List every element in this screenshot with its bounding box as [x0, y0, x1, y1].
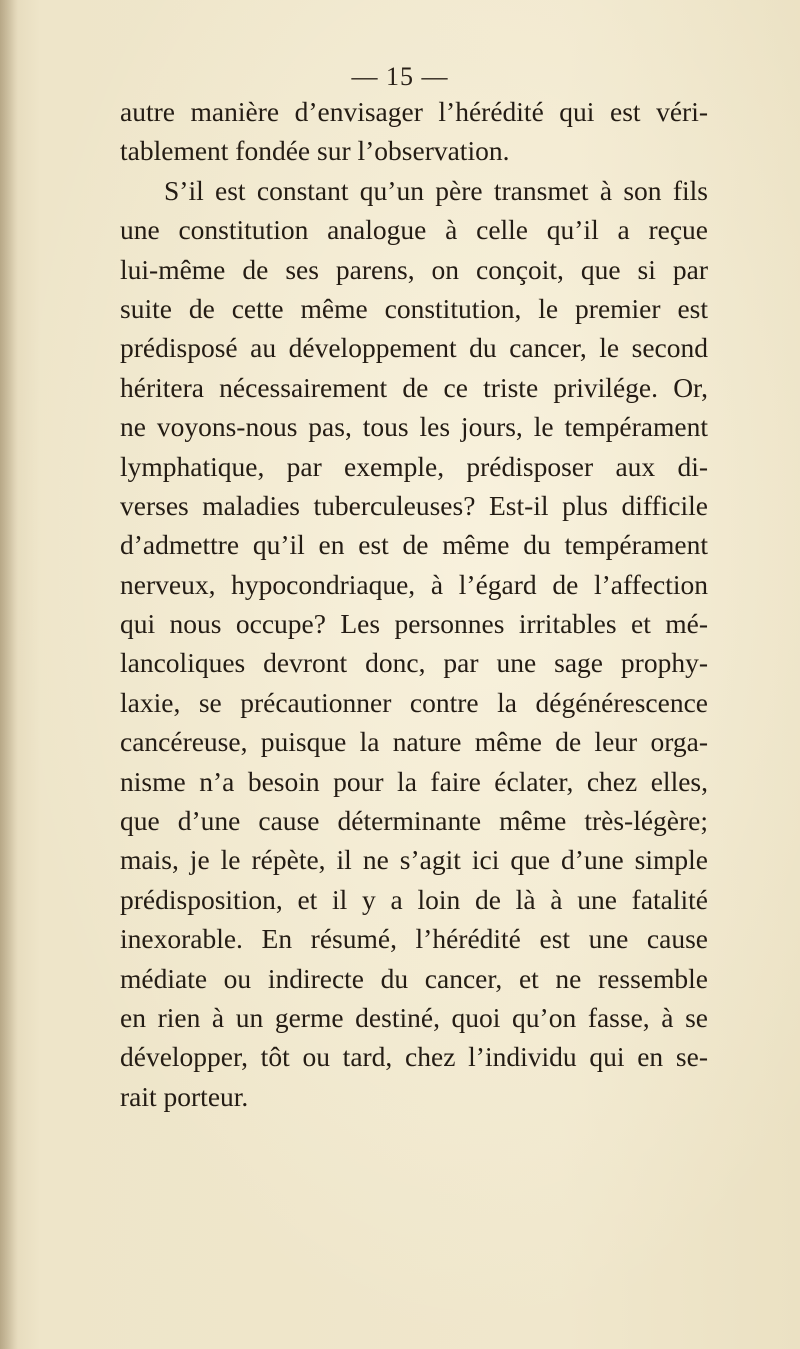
text-line: laxie, se précautionner contre la dégénérescence	[120, 686, 708, 718]
text-line: prédisposition, et il y a loin de là à une fatalité	[120, 883, 708, 915]
text-line: lancoliques devront donc, par une sage prophy-	[120, 647, 708, 679]
text-line: lui-même de ses parens, on conçoit, que si par	[120, 253, 708, 285]
body-text	[120, 92, 708, 1116]
text-line: héritera nécessairement de ce triste privilége. Or,	[120, 371, 708, 403]
text-line: prédisposé au développement du cancer, le second	[120, 332, 708, 364]
text-line: tablement fondée sur l’observation.	[120, 135, 510, 167]
text-line: S’il est constant qu’un père transmet à son fils	[164, 174, 708, 206]
text-line: développer, tôt ou tard, chez l’individu qui en se-	[120, 1041, 708, 1073]
page-edge-shadow	[0, 0, 18, 1349]
text-line: lymphatique, par exemple, prédisposer aux di-	[120, 450, 708, 482]
text-line: nerveux, hypocondriaque, à l’égard de l’affection	[120, 568, 708, 600]
text-line: médiate ou indirecte du cancer, et ne ressemble	[120, 962, 708, 994]
page-number: — 15 —	[351, 62, 449, 91]
text-line: rait porteur.	[120, 1080, 249, 1112]
text-line: nisme n’a besoin pour la faire éclater, chez elles,	[120, 765, 708, 797]
text-line: qui nous occupe? Les personnes irritables et mé-	[120, 608, 708, 640]
text-line: verses maladies tuberculeuses? Est-il plus difficile	[120, 489, 708, 521]
text-line: inexorable. En résumé, l’hérédité est une cause	[120, 923, 708, 955]
text-line: une constitution analogue à celle qu’il a reçue	[120, 214, 708, 246]
text-line: suite de cette même constitution, le premier est	[120, 292, 708, 324]
text-line: cancéreuse, puisque la nature même de leur orga-	[120, 726, 708, 758]
text-line: ne voyons-nous pas, tous les jours, le tempérament	[120, 411, 708, 443]
text-line: que d’une cause déterminante même très-légère;	[120, 805, 708, 837]
text-line: d’admettre qu’il en est de même du tempérament	[120, 529, 708, 561]
text-line: autre manière d’envisager l’hérédité qui est véri-	[120, 96, 708, 127]
text-line: mais, je le répète, il ne s’agit ici que d’une simple	[120, 844, 708, 876]
text-line: en rien à un germe destiné, quoi qu’on fasse, à se	[120, 1001, 708, 1033]
